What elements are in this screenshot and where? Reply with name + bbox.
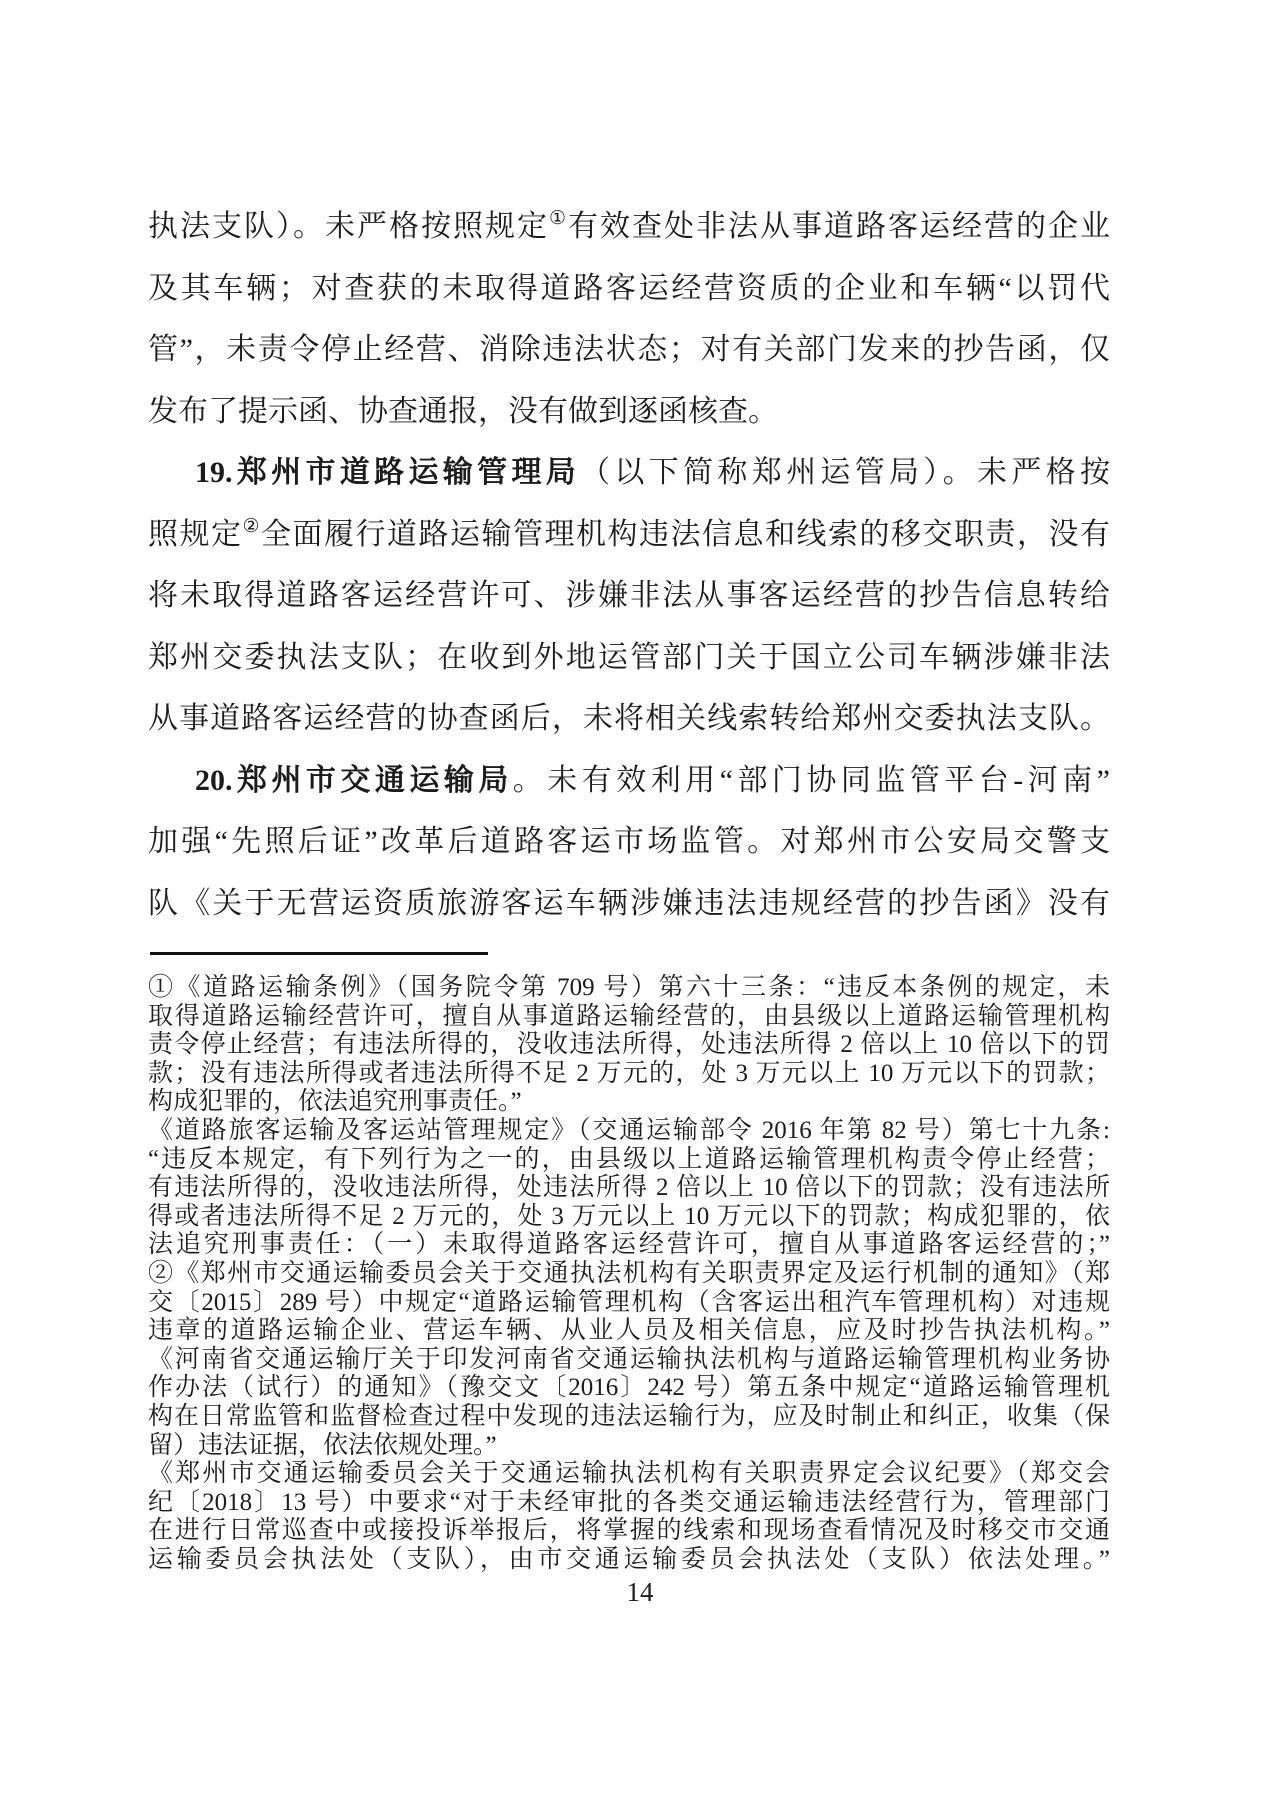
text-segment: 全面履行道路运输管理机构违法信息和线索的移交职责，没有 bbox=[259, 517, 1111, 551]
text-segment: 款；没有违法所得或者违法所得不足 2 万元的，处 3 万元以上 10 万元以下的罚款； bbox=[148, 1059, 1110, 1087]
body-text-line bbox=[148, 381, 1110, 443]
footnote-separator bbox=[150, 952, 488, 955]
text-segment: 将未取得道路客运经营许可、涉嫌非法从事客运经营的抄告信息转给 bbox=[148, 579, 1110, 612]
text-segment: 运输委员会执法处（支队），由市交通运输委员会执法处（支队）依法处理。” bbox=[148, 1545, 1110, 1573]
text-segment: 责令停止经营；有违法所得的，没收违法所得，处违法所得 2 倍以上 10 倍以下的罚 bbox=[148, 1031, 1110, 1059]
footnote-line bbox=[148, 974, 1110, 1003]
footnote-line bbox=[148, 1231, 1110, 1260]
text-segment: 郑州交委执法支队；在收到外地运管部门关于国立公司车辆涉嫌非法 bbox=[148, 640, 1110, 674]
text-segment: （以下简称郑州运管局）。未严格按 bbox=[580, 456, 1111, 489]
footnote-line bbox=[148, 1346, 1110, 1375]
text-segment: 加强“先照后证”改革后道路客运市场监管。对郑州市公安局交警支 bbox=[148, 825, 1110, 858]
body-text-line bbox=[148, 442, 1110, 504]
bold-heading-text: 20.郑州市交通运输局 bbox=[195, 763, 513, 797]
text-segment: 在进行日常巡查中或接投诉举报后，将掌握的线索和现场查看情况及时移交市交通 bbox=[148, 1517, 1110, 1545]
body-text-line bbox=[148, 319, 1110, 381]
footnote-line bbox=[148, 1289, 1110, 1318]
text-segment: 违章的道路运输企业、营运车辆、从业人员及相关信息，应及时抄告执法机构。” bbox=[148, 1317, 1110, 1345]
body-text-line bbox=[148, 750, 1110, 812]
text-segment: ②《郑州市交通运输委员会关于交通执法机构有关职责界定及运行机制的通知》（郑 bbox=[148, 1259, 1110, 1287]
body-text-line bbox=[148, 688, 1110, 750]
text-segment: 构成犯罪的，依法追究刑事责任。” bbox=[148, 1088, 522, 1116]
text-segment: 有效查处非法从事道路客运经营的企业 bbox=[566, 210, 1111, 243]
footnote-line bbox=[148, 1174, 1110, 1203]
footnote-line bbox=[148, 1317, 1110, 1346]
bold-heading-text: 19.郑州市道路运输管理局 bbox=[195, 456, 581, 489]
footnote-line bbox=[148, 1117, 1110, 1146]
body-text-line bbox=[148, 811, 1110, 873]
footnote-line bbox=[148, 1403, 1110, 1432]
text-segment: 留）违法证据，依法依规处理。” bbox=[148, 1431, 497, 1459]
text-segment: ①《道路运输条例》（国务院令第 709 号）第六十三条：“违反本条例的规定，未 bbox=[148, 974, 1110, 1001]
footnote-line bbox=[148, 1517, 1110, 1546]
footnote-line bbox=[148, 1460, 1110, 1489]
text-segment: 发布了提示函、协查通报，没有做到逐函核查。 bbox=[148, 394, 778, 428]
body-text-line bbox=[148, 873, 1110, 935]
text-segment: 《郑州市交通运输委员会关于交通运输执法机构有关职责界定会议纪要》（郑交会 bbox=[148, 1460, 1110, 1488]
footnotes-section bbox=[148, 974, 1110, 1574]
text-segment: 作办法（试行）的通知》（豫交文〔2016〕242 号）第五条中规定“道路运输管理机 bbox=[148, 1374, 1110, 1402]
body-text-line: 照规定②全面履行道路运输管理机构违法信息和线索的移交职责，没有 bbox=[148, 515, 1111, 551]
footnote-line bbox=[148, 1031, 1110, 1060]
footnote-line bbox=[148, 1374, 1110, 1403]
footnote-line bbox=[148, 1489, 1110, 1518]
footnote-line bbox=[148, 1432, 1110, 1461]
text-segment: 及其车辆；对查获的未取得道路客运经营资质的企业和车辆“以罚代 bbox=[148, 271, 1110, 305]
body-text-line bbox=[148, 565, 1110, 627]
text-segment: 得或者违法所得不足 2 万元的，处 3 万元以上 10 万元以下的罚款；构成犯罪的，依 bbox=[148, 1202, 1110, 1230]
body-text-line bbox=[148, 258, 1110, 320]
text-segment: 构在日常监管和监督检查过程中发现的违法运输行为，应及时制止和纠正，收集（保 bbox=[148, 1402, 1110, 1430]
text-segment: 《道路旅客运输及客运站管理规定》（交通运输部令 2016 年第 82 号）第七十九条: bbox=[148, 1116, 1110, 1144]
footnote-line bbox=[148, 1260, 1110, 1289]
text-segment: 取得道路运输经营许可，擅自从事道路运输经营的，由县级以上道路运输管理机构 bbox=[148, 1002, 1110, 1030]
footnote-line bbox=[148, 1146, 1110, 1175]
body-text-line: 执法支队）。未严格按照规定①有效查处非法从事道路客运经营的企业 bbox=[148, 208, 1111, 243]
page-number: 14 bbox=[626, 1577, 654, 1607]
text-segment: 。未有效利用“部门协同监管平台-河南” bbox=[512, 763, 1111, 797]
footnote-line bbox=[148, 1088, 1110, 1117]
text-segment: 照规定 bbox=[148, 517, 243, 551]
text-segment: 交〔2015〕289 号）中规定“道路运输管理机构（含客运出租汽车管理机构）对违规 bbox=[148, 1288, 1110, 1316]
footnote-line bbox=[148, 1203, 1110, 1232]
text-segment: 管”，未责令停止经营、消除违法状态；对有关部门发来的抄告函，仅 bbox=[148, 333, 1110, 366]
text-segment: 纪〔2018〕13 号）中要求“对于未经审批的各类交通运输违法经营行为，管理部门 bbox=[148, 1488, 1110, 1516]
text-segment: 有违法所得的，没收违法所得，处违法所得 2 倍以上 10 倍以下的罚款；没有违法所 bbox=[148, 1174, 1110, 1202]
text-segment: 执法支队）。未严格按照规定 bbox=[148, 210, 549, 243]
footnote-line bbox=[148, 1003, 1110, 1032]
footnote-line bbox=[148, 1546, 1110, 1575]
body-text-line bbox=[148, 627, 1110, 689]
text-segment: 法追究刑事责任：（一）未取得道路客运经营许可，擅自从事道路客运经营的；” bbox=[148, 1231, 1110, 1259]
document-body bbox=[148, 196, 1110, 934]
text-segment: “违反本规定，有下列行为之一的，由县级以上道路运输管理机构责令停止经营； bbox=[148, 1145, 1110, 1173]
text-segment: 队《关于无营运资质旅游客运车辆涉嫌违法违规经营的抄告函》没有 bbox=[148, 886, 1110, 920]
text-segment: 从事道路客运经营的协查函后，未将相关线索转给郑州交委执法支队。 bbox=[148, 702, 1110, 735]
footnote-line bbox=[148, 1060, 1110, 1089]
text-segment: 《河南省交通运输厅关于印发河南省交通运输执法机构与道路运输管理机构业务协 bbox=[148, 1345, 1110, 1373]
